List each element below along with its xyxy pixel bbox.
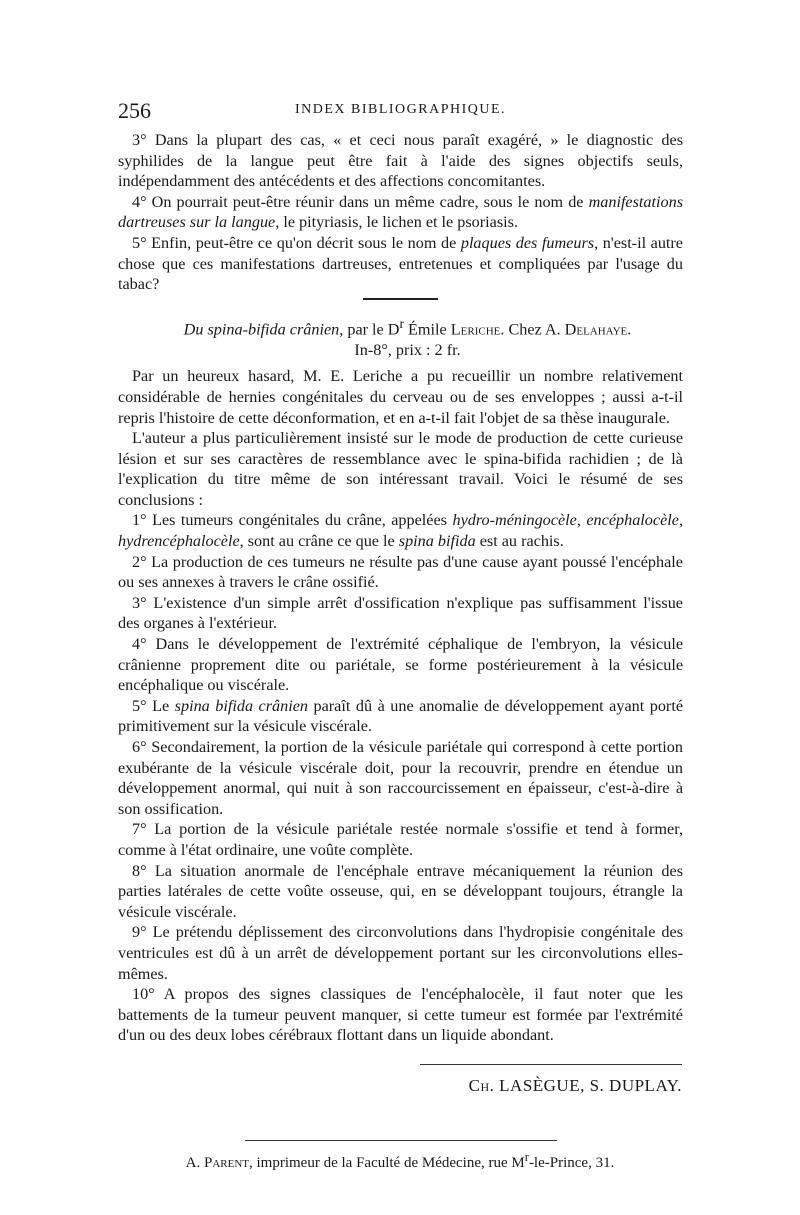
text: , sont au crâne ce que le <box>239 532 399 551</box>
emphasis: spina bifida crânien <box>174 696 308 715</box>
running-title: INDEX BIBLIOGRAPHIQUE. <box>294 102 507 117</box>
conclusion-9: 9° Le prétendu déplissement des circonvolutions dans l'hydropisie congénitale des ventricules est dû à un arrêt de développement portant sur les circonvolutions elles-mêmes. <box>118 923 683 983</box>
text: 5° Enfin, peut-être ce qu'on décrit sous le nom de <box>132 233 461 252</box>
signature-names: LASÈGUE, S. DUPLAY. <box>494 1076 682 1095</box>
conclusion-6: 6° Secondairement, la portion de la vésicule pariétale qui correspond à cette portion exubérante de la vésicule viscérale doit, pour la recouvrir, prendre en étendue un développement anormal, qui nuit à son raccourcissement en épaisseur, c'est-à-dire à son ossification. <box>118 738 683 818</box>
paragraph-point-5 <box>118 233 683 295</box>
emphasis: manifestations dartreuses sur la langue <box>118 192 683 232</box>
text: . <box>627 320 632 339</box>
conclusion-10: 10° A propos des signes classiques de l'encéphalocèle, il faut noter que les battements de la tumeur peuvent manquer, si cette tumeur est formée par l'extrémité d'un ou des deux lobes cérébraux flottant dans un liquide abondant. <box>118 985 683 1045</box>
printer-imprint <box>100 1150 700 1172</box>
conclusion-5 <box>118 696 683 737</box>
text: par le D <box>343 320 400 339</box>
emphasis: hydro-méningocèle, encéphalocèle, hydrencéphalocèle <box>118 511 683 551</box>
text: 5° Le <box>132 696 175 715</box>
conclusion-4: 4° Dans le développement de l'extrémité céphalique de l'embryon, la vésicule crânienne proprement dite ou pariétale, se forme postérieurement à la vésicule encéphalique ou viscérale. <box>118 635 683 695</box>
conclusion-2: 2° La production de ces tumeurs ne résulte pas d'une cause ayant poussé l'encéphale ou ses annexes à travers le crâne ossifié. <box>118 552 683 592</box>
author-name: Leriche <box>450 320 501 339</box>
paragraph-point-4 <box>118 192 683 233</box>
review-paragraph-2: L'auteur a plus particulièrement insisté sur le mode de production de cette curieuse lésion et sur ses caractères de ressemblance avec le spina-bifida rachidien ; de là l'explication du titre même de son intéressant travail. Voici le résumé de ses conclusions : <box>118 429 683 509</box>
text: 4° On pourrait peut-être réunir dans un même cadre, sous le nom de <box>132 192 589 211</box>
signature-rule <box>420 1064 682 1065</box>
text: 1° Les tumeurs congénitales du crâne, appelées <box>132 511 453 530</box>
book-title: Du spina-bifida crânien, <box>183 320 344 339</box>
conclusion-8: 8° La situation anormale de l'encéphale entrave mécaniquement la réunion des parties latérales de cette voûte osseuse, qui, en se développant toujours, étrangle la vésicule viscérale. <box>118 861 683 921</box>
conclusion-1 <box>118 510 683 551</box>
text: Émile <box>403 320 451 339</box>
text: -le-Prince, 31. <box>528 1155 615 1171</box>
text: , le pityriasis, le lichen et le psoriasis. <box>275 213 518 232</box>
superscript: r <box>524 1150 529 1164</box>
text: paraît dû à une anomalie de développement ayant porté primitivement sur la vésicule viscérale. <box>118 696 683 736</box>
printer-name: A. Parent, <box>185 1155 253 1171</box>
page-body <box>118 130 683 1046</box>
conclusion-7: 7° La portion de la vésicule pariétale restée normale s'ossifie et tend à former, comme à l'état ordinaire, une voûte complète. <box>118 820 683 859</box>
signature <box>400 1076 682 1096</box>
text: est au rachis. <box>475 532 564 551</box>
text: . Chez A. <box>500 320 565 339</box>
paragraph-point-3: 3° Dans la plupart des cas, « et ceci nous paraît exagéré, » le diagnostic des syphilides de la langue peut être fait à l'aide des signes objectifs seuls, indépendamment des antécédents et des affections concomitantes. <box>118 131 683 191</box>
section-divider <box>363 298 438 300</box>
superscript: r <box>399 315 404 331</box>
page-number: 256 <box>118 98 151 123</box>
emphasis: plaques des fumeurs <box>460 233 595 252</box>
text: imprimeur de la Faculté de Médecine, rue M <box>252 1155 525 1171</box>
signature-prefix: Ch. <box>468 1076 495 1095</box>
emphasis: spina bifida <box>398 532 476 551</box>
conclusion-3: 3° L'existence d'un simple arrêt d'ossification n'explique pas suffisamment l'issue des organes à l'extérieur. <box>118 593 683 633</box>
review-title <box>118 314 683 340</box>
footer-rule <box>245 1140 557 1141</box>
page-header <box>118 98 683 128</box>
book-format-price: In-8°, prix : 2 fr. <box>354 340 461 359</box>
publisher-name: Delahaye <box>564 320 628 339</box>
text: , n'est-il autre chose que ces manifestations dartreuses, entretenues et compliquées par l'usage du tabac? <box>118 233 683 294</box>
review-paragraph-1: Par un heureux hasard, M. E. Leriche a pu recueillir un nombre relativement considérable de hernies congénitales du cerveau ou de ses enveloppes ; aussi a-t-il repris l'histoire de cette déconformation, et en a-t-il fait l'objet de sa thèse inaugurale. <box>118 367 683 427</box>
